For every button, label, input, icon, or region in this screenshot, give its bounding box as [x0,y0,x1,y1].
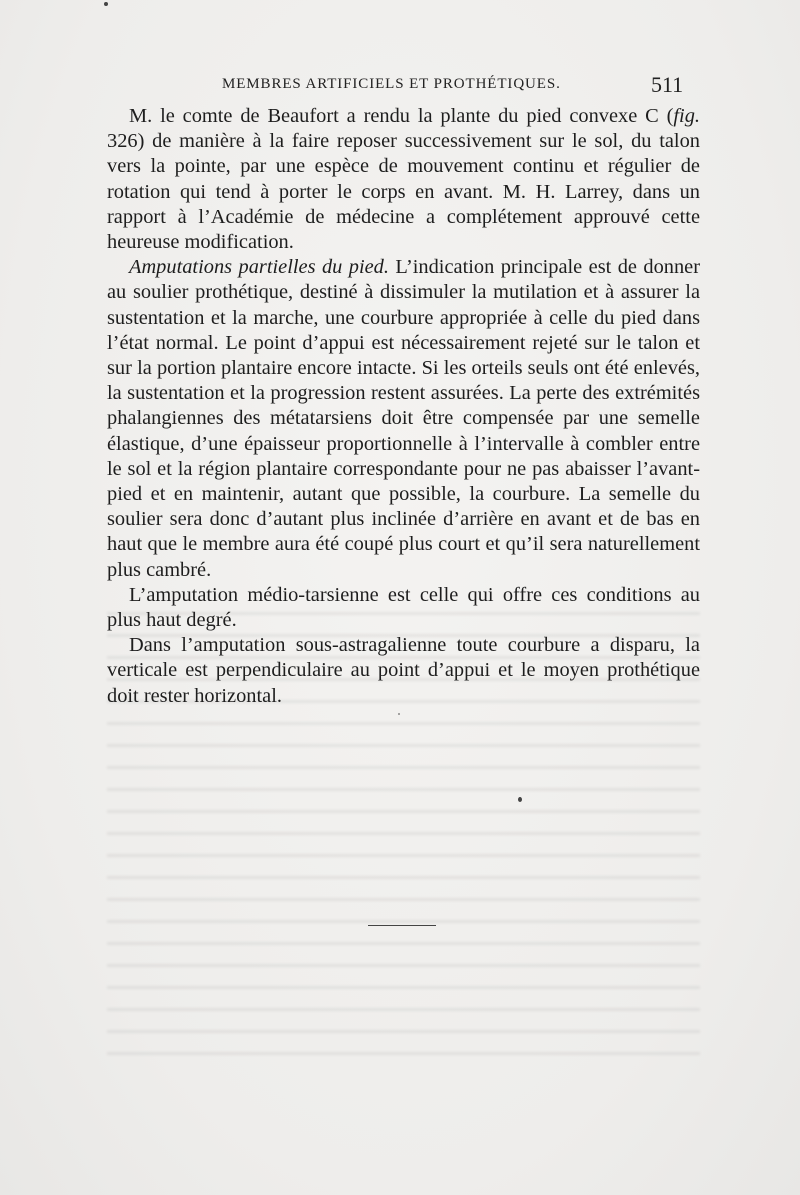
page-number: 511 [651,72,684,97]
paragraph-beaufort [107,104,700,255]
ink-speck [518,797,522,802]
paragraph-beaufort-rest: 326) de manière à la faire reposer successivement sur le sol, du talon vers la pointe, par une espèce de mouvement continu et régulier de rotation qui tend à porter le corps en avant. M. H. Larrey, dans un rapport à l’Académie de médecine a complétement approuvé cette heureuse modification. [107,130,700,254]
paragraph-sous-astragalienne: Dans l’amputation sous-astragalienne toute courbure a disparu, la verticale est perpendiculaire au point d’appui et le moyen prothétique doit rester horizontal. [107,634,700,707]
paragraph-amputations-partielles [107,255,700,583]
body-text [107,104,700,709]
running-head: MEMBRES ARTIFICIELS ET PROTHÉTIQUES. [222,76,561,92]
section-heading-amputations: Amputations partielles du pied. [129,256,389,279]
paragraph-amputations-text: L’indication principale est de donner au soulier prothétique, destiné à dissimuler la mutilation et à assurer la sustentation et la marche, une courbure appropriée à celle du pied dans l’état normal. Le point d’appui est nécessairement rejeté sur le talon et sur la portion plantaire encore intacte. Si les orteils seuls ont été enlevés, la sustentation et la progression restent assurées. La perte des extrémités phalangiennes des métatarsiens doit être compensée par une semelle élastique, d’une épaisseur proportionnelle à l’intervalle à combler entre le sol et la région plantaire correspondante pour ne pas abaisser l’avant-pied et en maintenir, autant que possible, la courbure. La semelle du soulier sera donc d’autant plus inclinée d’arrière en avant et de bas en haut que le membre aura été coupé plus court et qu’il sera naturellement plus cambré. [107,256,700,581]
paragraph-beaufort-lead: M. le comte de Beaufort a rendu la plante du pied convexe C ( [129,105,674,127]
paragraph-medio-tarsienne: L’amputation médio-tarsienne est celle qui offre ces conditions au plus haut degré. [107,583,700,632]
ink-speck [104,2,108,6]
ink-speck [398,713,400,715]
figure-reference: fig. [673,105,700,127]
section-divider [368,925,436,926]
